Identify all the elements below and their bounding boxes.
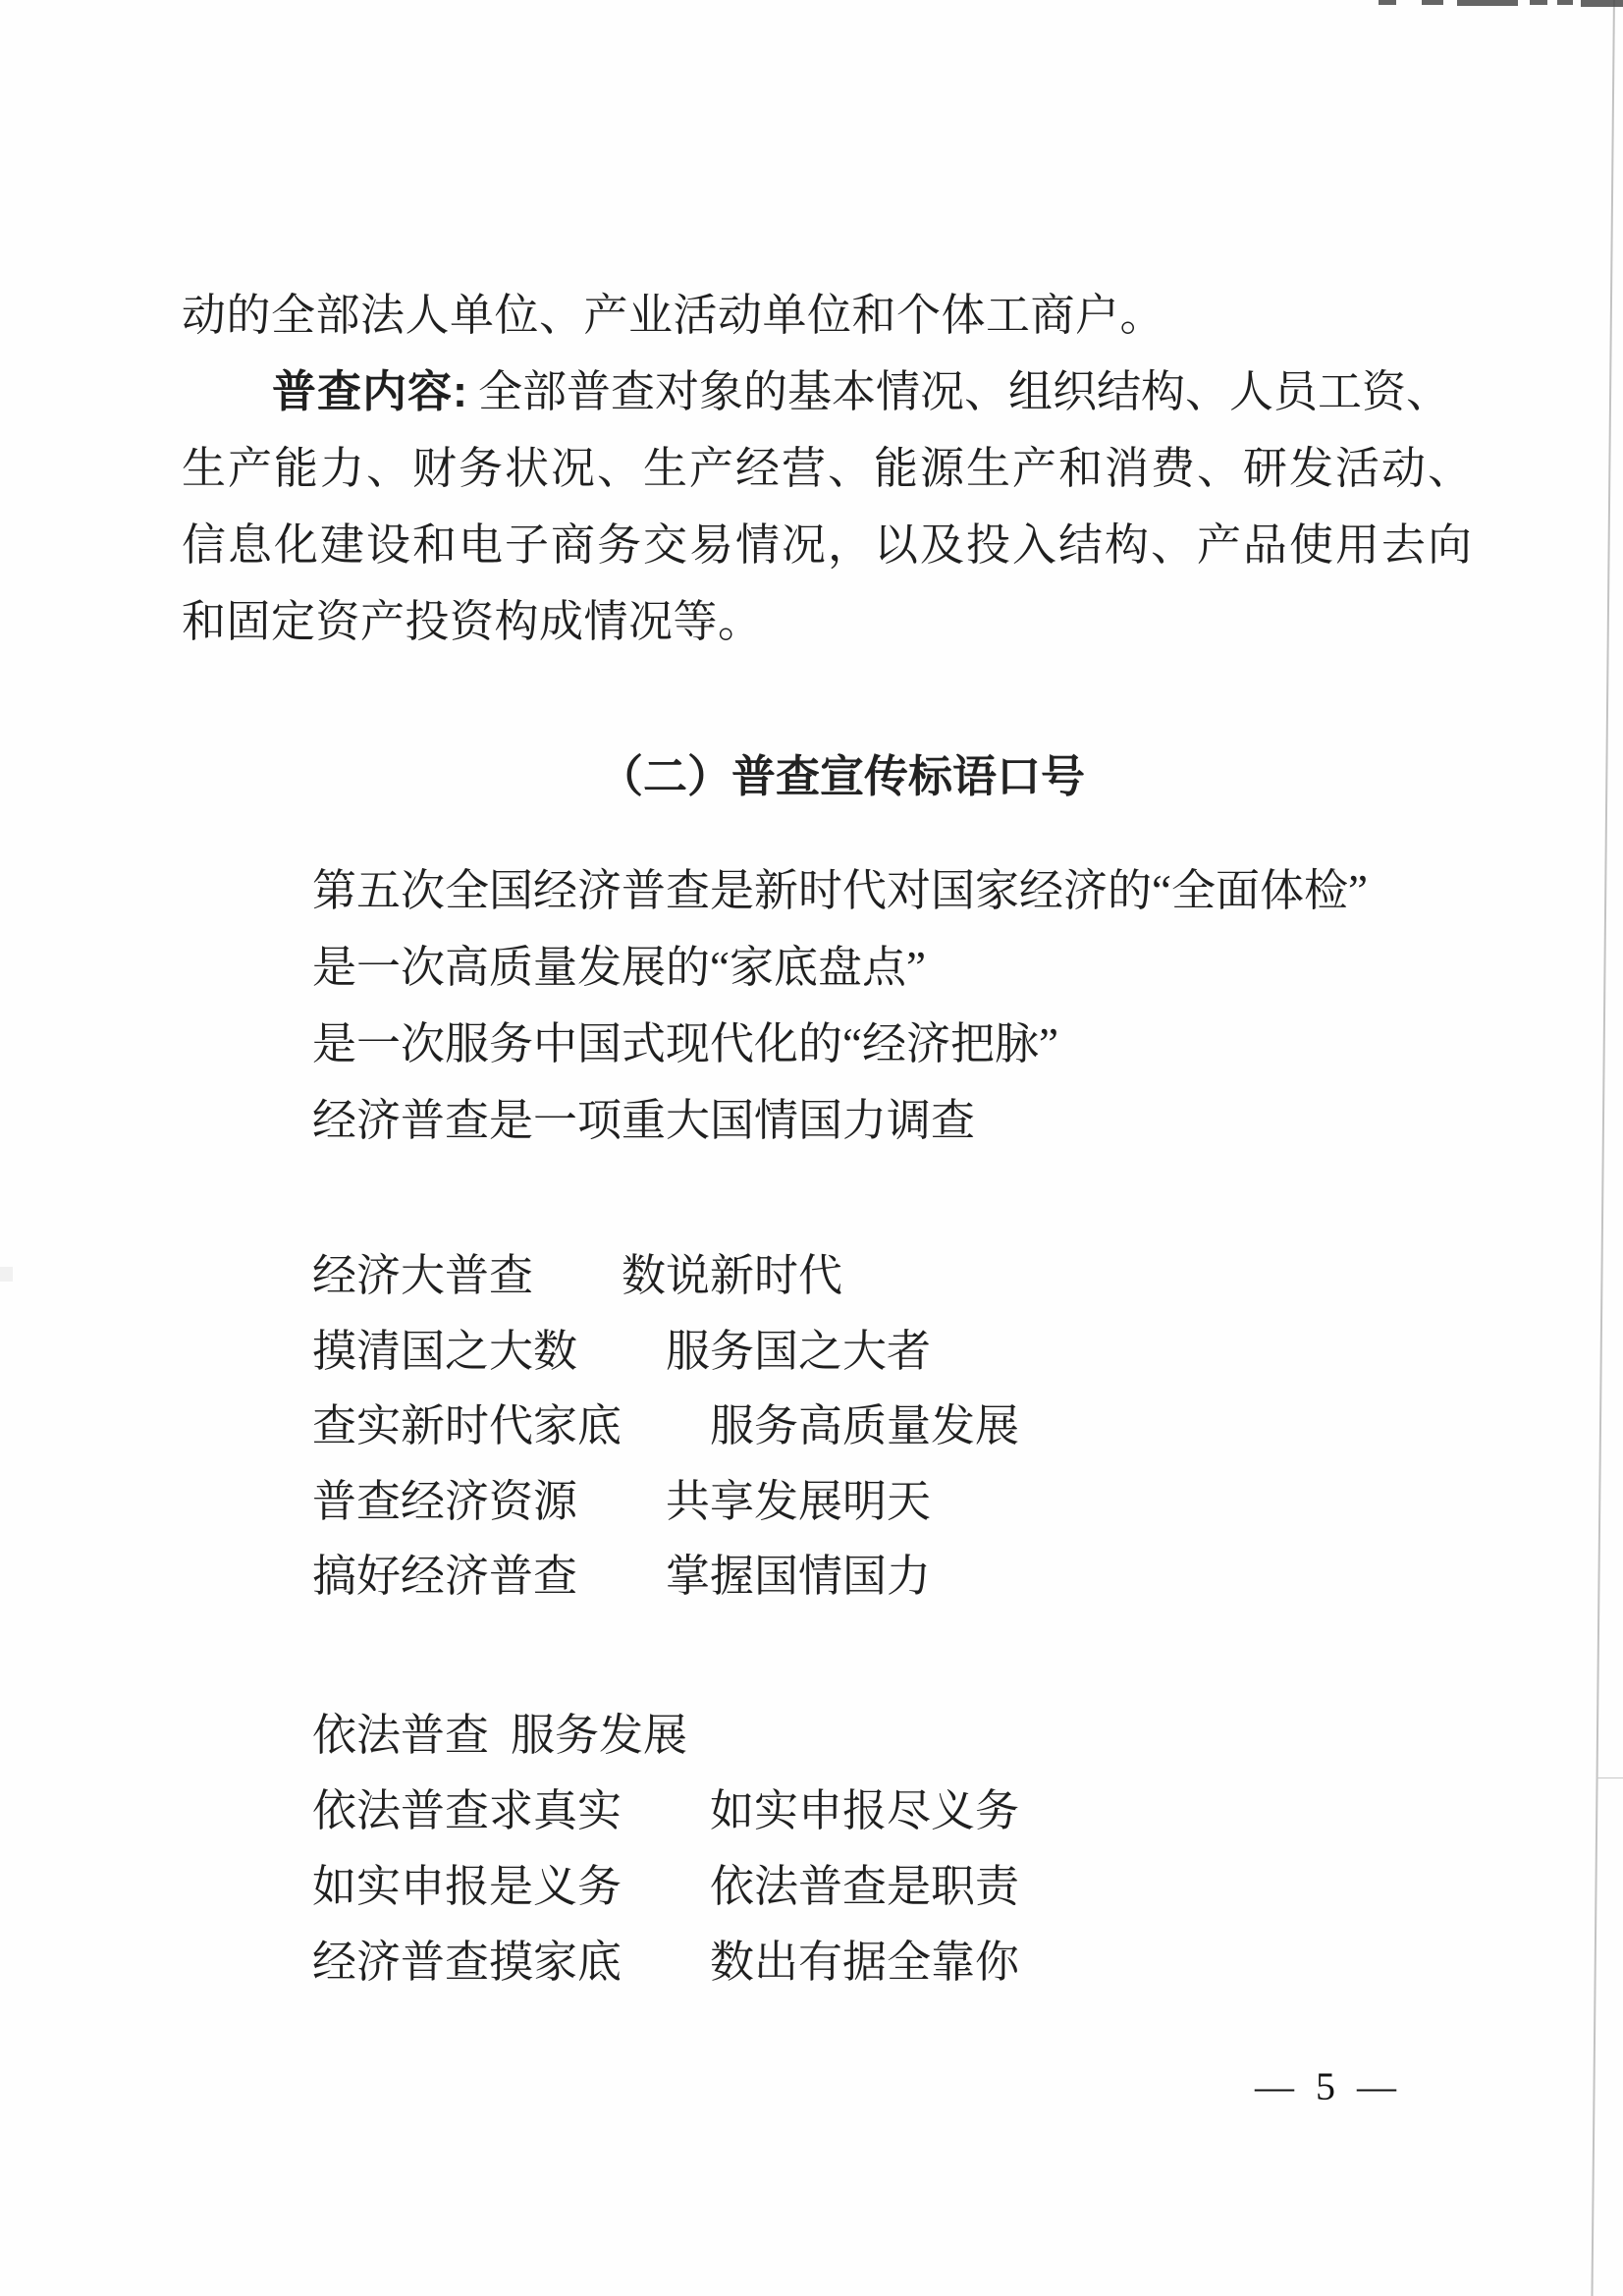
slogan-pair (312, 1849, 1019, 1925)
slogan-right: 共享发展明天 (666, 1476, 932, 1526)
slogan-line: 经济普查是一项重大国情国力调查 (312, 1096, 976, 1145)
slogan-left: 依法普查求真实 (312, 1786, 622, 1835)
scan-tick-mark (1596, 1777, 1623, 1778)
slogan-right: 数说新时代 (622, 1251, 843, 1300)
slogan-left: 依法普查 (312, 1711, 490, 1760)
slogan-right: 数出有据全靠你 (710, 1938, 1020, 1987)
slogan-left: 普查经济资源 (312, 1476, 578, 1526)
scan-top-artifact (1530, 0, 1547, 5)
slogan-pair (312, 1238, 1019, 1314)
slogan-pair-group-1 (312, 1238, 1019, 1614)
slogan-right: 服务国之大者 (666, 1326, 932, 1376)
paragraph-continuation-line: 动的全部法人单位、产业活动单位和个体工商户。 (182, 291, 1165, 340)
slogan-left: 经济大普查 (312, 1251, 534, 1300)
slogan-intro-group (312, 852, 1368, 1159)
slogan-right: 服务高质量发展 (710, 1401, 1020, 1450)
slogan-pair-group-2 (312, 1698, 1019, 2000)
slogan-left: 如实申报是义务 (312, 1862, 622, 1911)
slogan-pair (312, 1314, 1019, 1390)
body-paragraphs (182, 277, 1475, 660)
census-content-line-1 (182, 354, 1458, 430)
scan-top-artifact (1422, 0, 1443, 5)
scan-top-artifact (1557, 0, 1573, 5)
census-content-line-2: 生产能力、财务状况、生产经营、能源生产和消费、研发活动、 (182, 444, 1475, 493)
census-content-line-3: 信息化建设和电子商务交易情况，以及投入结构、产品使用去向 (182, 520, 1475, 570)
slogan-line: 是一次服务中国式现代化的“经济把脉” (312, 1019, 1058, 1068)
slogan-right: 依法普查是职责 (710, 1862, 1020, 1911)
slogan-pair (312, 1925, 1019, 2000)
scan-top-artifact (1457, 0, 1518, 6)
slogan-pair (312, 1389, 1019, 1464)
slogan-pair (312, 1698, 1019, 1774)
slogan-left: 经济普查摸家底 (312, 1938, 622, 1987)
slogan-pair (312, 1464, 1019, 1540)
scan-top-artifact (1581, 0, 1623, 7)
scan-edge-line (1591, 0, 1615, 2296)
census-content-line-4: 和固定资产投资构成情况等。 (182, 597, 763, 646)
slogan-pair (312, 1774, 1019, 1849)
slogan-right: 掌握国情国力 (666, 1552, 932, 1601)
slogan-right: 服务发展 (511, 1711, 688, 1760)
scan-top-artifact (1379, 0, 1396, 5)
slogan-pair (312, 1539, 1019, 1614)
slogan-line: 是一次高质量发展的“家底盘点” (312, 943, 926, 992)
slogan-left: 摸清国之大数 (312, 1326, 578, 1376)
census-content-label: 普查内容: (272, 366, 468, 416)
slogan-right: 如实申报尽义务 (710, 1786, 1020, 1835)
slogan-left: 搞好经济普查 (312, 1552, 578, 1601)
scan-smudge (0, 1267, 13, 1282)
slogan-left: 查实新时代家底 (312, 1401, 622, 1450)
census-content-line-1-text: 全部普查对象的基本情况、组织结构、人员工资、 (478, 367, 1451, 416)
page-number: — 5 — (1255, 2064, 1402, 2108)
section-heading: （二）普查宣传标语口号 (599, 751, 1086, 801)
slogan-line: 第五次全国经济普查是新时代对国家经济的“全面体检” (312, 866, 1368, 915)
